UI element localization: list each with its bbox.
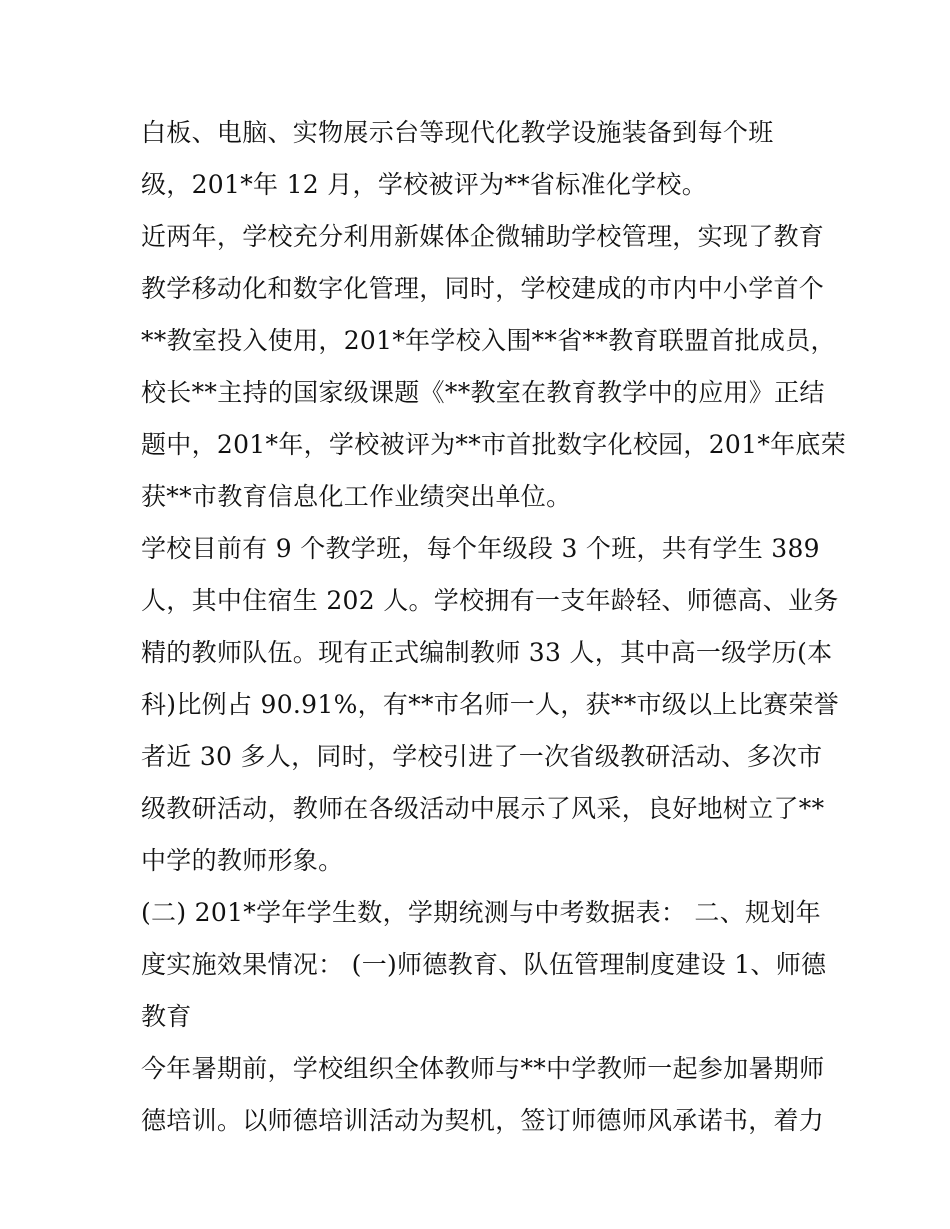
text-line: (二) 201*学年学生数，学期统测与中考数据表： 二、规划年 xyxy=(141,898,821,927)
text-line: 校长**主持的国家级课题《**教室在教育教学中的应用》正结 xyxy=(141,378,825,407)
text-line: 级，201*年 12 月，学校被评为**省标准化学校。 xyxy=(141,170,708,199)
text-line: 学校目前有 9 个教学班，每个年级段 3 个班，共有学生 389 xyxy=(141,534,820,563)
text-line: 近两年，学校充分利用新媒体企微辅助学校管理，实现了教育 xyxy=(141,222,825,251)
text-line: 题中，201*年，学校被评为**市首批数字化校园，201*年底荣 xyxy=(141,430,847,459)
text-line: 级教研活动，教师在各级活动中展示了风采，良好地树立了** xyxy=(141,794,825,823)
text-line: 教育 xyxy=(141,1002,192,1031)
text-line: **教室投入使用，201*年学校入围**省**教育联盟首批成员， xyxy=(141,326,836,355)
text-line: 白板、电脑、实物展示台等现代化教学设施装备到每个班 xyxy=(141,118,774,147)
text-line: 度实施效果情况： (一)师德教育、队伍管理制度建设 1、师德 xyxy=(141,950,827,979)
document-body xyxy=(141,107,847,1147)
text-line: 获**市教育信息化工作业绩突出单位。 xyxy=(141,482,572,511)
text-line: 科)比例占 90.91%，有**市名师一人，获**市级以上比赛荣誉 xyxy=(141,690,839,719)
text-line: 人，其中住宿生 202 人。学校拥有一支年龄轻、师德高、业务 xyxy=(141,586,839,615)
text-line: 德培训。以师德培训活动为契机，签订师德师风承诺书，着力 xyxy=(141,1106,825,1135)
text-line: 今年暑期前，学校组织全体教师与**中学教师一起参加暑期师 xyxy=(141,1054,825,1083)
text-line: 者近 30 多人，同时，学校引进了一次省级教研活动、多次市 xyxy=(141,742,823,771)
text-line: 教学移动化和数字化管理，同时，学校建成的市内中小学首个 xyxy=(141,274,825,303)
text-line: 精的教师队伍。现有正式编制教师 33 人，其中高一级学历(本 xyxy=(141,638,833,667)
text-line: 中学的教师形象。 xyxy=(141,846,344,875)
